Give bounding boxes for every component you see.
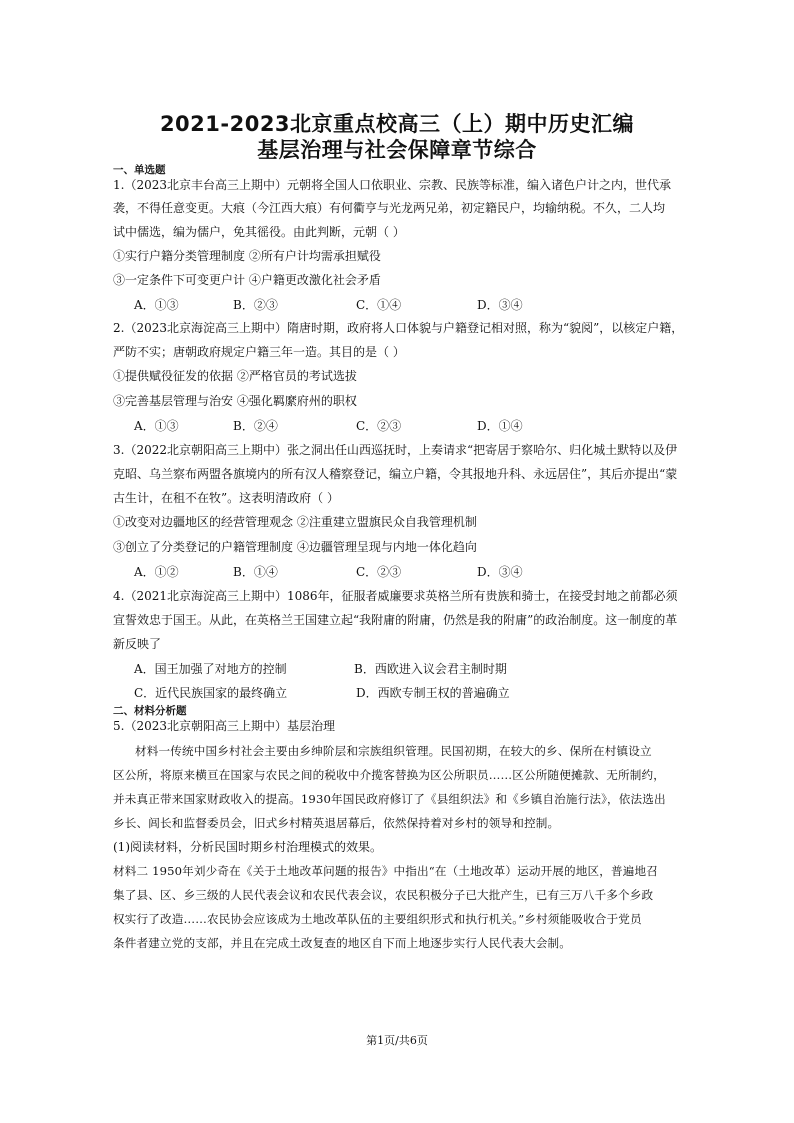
- section-heading-material-analysis: 二、材料分析题: [113, 705, 187, 717]
- document-title: 2021-2023北京重点校高三（上）期中历史汇编: [159, 112, 635, 136]
- q2-option-b: B．②④: [233, 419, 278, 433]
- q5-material2-line4: 条件者建立党的支部，并且在完成土改复查的地区自下而上地逐步实行人民代表大会制。: [113, 936, 572, 950]
- section-heading-single-choice: 一、单选题: [113, 164, 166, 176]
- q5-material1-line1: 材料一传统中国乡村社会主要由乡绅阶层和宗族组织管理。民国初期，在较大的乡、保所在村镇设立: [135, 744, 652, 758]
- q5-material2-line2: 集了县、区、乡三级的人民代表会议和农民代表会议，农民积极分子已大批产生，已有三万八千多个乡政: [113, 888, 654, 902]
- q2-stem-line1: 2.（2023北京海淀高三上期中）隋唐时期，政府将人口体貌与户籍登记相对照，称为“貌阅”，以核定户籍，: [113, 321, 684, 335]
- q1-statements-1: ①实行户籍分类管理制度 ②所有户计均需承担赋役: [113, 249, 381, 263]
- q5-material2-line1: 材料二 1950年刘少奇在《关于土地改革问题的报告》中指出“在（土地改革）运动开展的地区，普遍地召: [113, 864, 659, 878]
- q1-option-a: A．①③: [134, 298, 179, 312]
- q3-option-a: A．①②: [134, 565, 179, 579]
- q1-stem-line3: 试中儒选，编为儒户，免其徭役。由此判断，元朝（ ）: [113, 225, 405, 239]
- q5-material1-line4: 乡长、闾长和监督委员会，旧式乡村精英退居幕后，依然保持着对乡村的领导和控制。: [113, 816, 560, 830]
- q2-stem-line2: 严防不实；唐朝政府规定户籍三年一造。其目的是（ ）: [113, 345, 405, 359]
- q1-stem-line1: 1.（2023北京丰台高三上期中）元朝将全国人口依职业、宗教、民族等标准，编入诸色户计之内，世代承: [113, 178, 671, 192]
- q3-stem-line2: 克昭、乌兰察布两盟各旗境内的所有汉人稽察登记，编立户籍，令其报地升科、永远居住”，其后亦提出“蒙: [113, 467, 678, 481]
- q4-stem-line2: 宣誓效忠于国王。从此，在英格兰王国建立起“我附庸的附庸，仍然是我的附庸”的政治制度。这一制度的革: [113, 613, 678, 627]
- q1-stem-line2: 袭，不得任意变更。大痕（今江西大痕）有何衢亨与光龙两兄弟，初定籍民户，均输纳税。不久，二人均: [113, 201, 666, 215]
- q5-question1: (1)阅读材料，分析民国时期乡村治理模式的效果。: [113, 840, 382, 854]
- q4-stem-line1: 4.（2021北京海淀高三上期中）1086年，征服者威廉要求英格兰所有贵族和骑士，在接受封地之前都必须: [113, 589, 678, 603]
- q1-option-d: D．③④: [477, 298, 523, 312]
- q3-statements-1: ①改变对边疆地区的经营管理观念 ②注重建立盟旗民众自我管理机制: [113, 515, 477, 529]
- q4-option-c: C．近代民族国家的最终确立: [134, 686, 288, 700]
- document-subtitle: 基层治理与社会保障章节综合: [257, 138, 537, 162]
- q5-material1-line2: 区公所，将原来横亘在国家与农民之间的税收中介揽客替换为区公所职员……区公所随便摊款、无所制约，: [113, 768, 665, 782]
- q2-option-a: A．①③: [134, 419, 179, 433]
- q3-option-c: C．②③: [356, 565, 402, 579]
- q4-stem-line3: 新反映了: [113, 637, 162, 651]
- q1-option-b: B．②③: [233, 298, 278, 312]
- q3-option-d: D．③④: [477, 565, 523, 579]
- q2-statements-1: ①提供赋役征发的依据 ②严格官员的考试选拔: [113, 369, 357, 383]
- q1-statements-2: ③一定条件下可变更户计 ④户籍更改激化社会矛盾: [113, 273, 381, 287]
- q4-option-a: A．国王加强了对地方的控制: [134, 662, 287, 676]
- q2-option-d: D．①④: [477, 419, 523, 433]
- q2-option-c: C．②③: [356, 419, 402, 433]
- q4-option-b: B．西欧进入议会君主制时期: [354, 662, 507, 676]
- q3-stem-line1: 3.（2022北京朝阳高三上期中）张之洞出任山西巡抚时，上奏请求“把寄居于察哈尔、归化城土默特以及伊: [113, 443, 678, 457]
- q4-option-d: D．西欧专制王权的普遍确立: [356, 686, 510, 700]
- q2-statements-2: ③完善基层管理与治安 ④强化羁縻府州的职权: [113, 394, 357, 408]
- q3-option-b: B．①④: [233, 565, 278, 579]
- q3-statements-2: ③创立了分类登记的户籍管理制度 ④边疆管理呈现与内地一体化趋向: [113, 540, 477, 554]
- q5-material1-line3: 并未真正带来国家财政收入的提高。1930年国民政府修订了《县组织法》和《乡镇自治施行法》，依法选出: [113, 792, 666, 806]
- q3-stem-line3: 古生计，在租不在牧”。这表明清政府（ ）: [113, 491, 339, 505]
- q5-heading: 5.（2023北京朝阳高三上期中）基层治理: [113, 719, 335, 733]
- q1-option-c: C．①④: [356, 298, 402, 312]
- q5-material2-line3: 权实行了改造……农民协会应该成为土地改革队伍的主要组织形式和执行机关。”乡村须能吸收合于党员: [113, 912, 642, 926]
- page-number: 第1页/共6页: [366, 1034, 428, 1047]
